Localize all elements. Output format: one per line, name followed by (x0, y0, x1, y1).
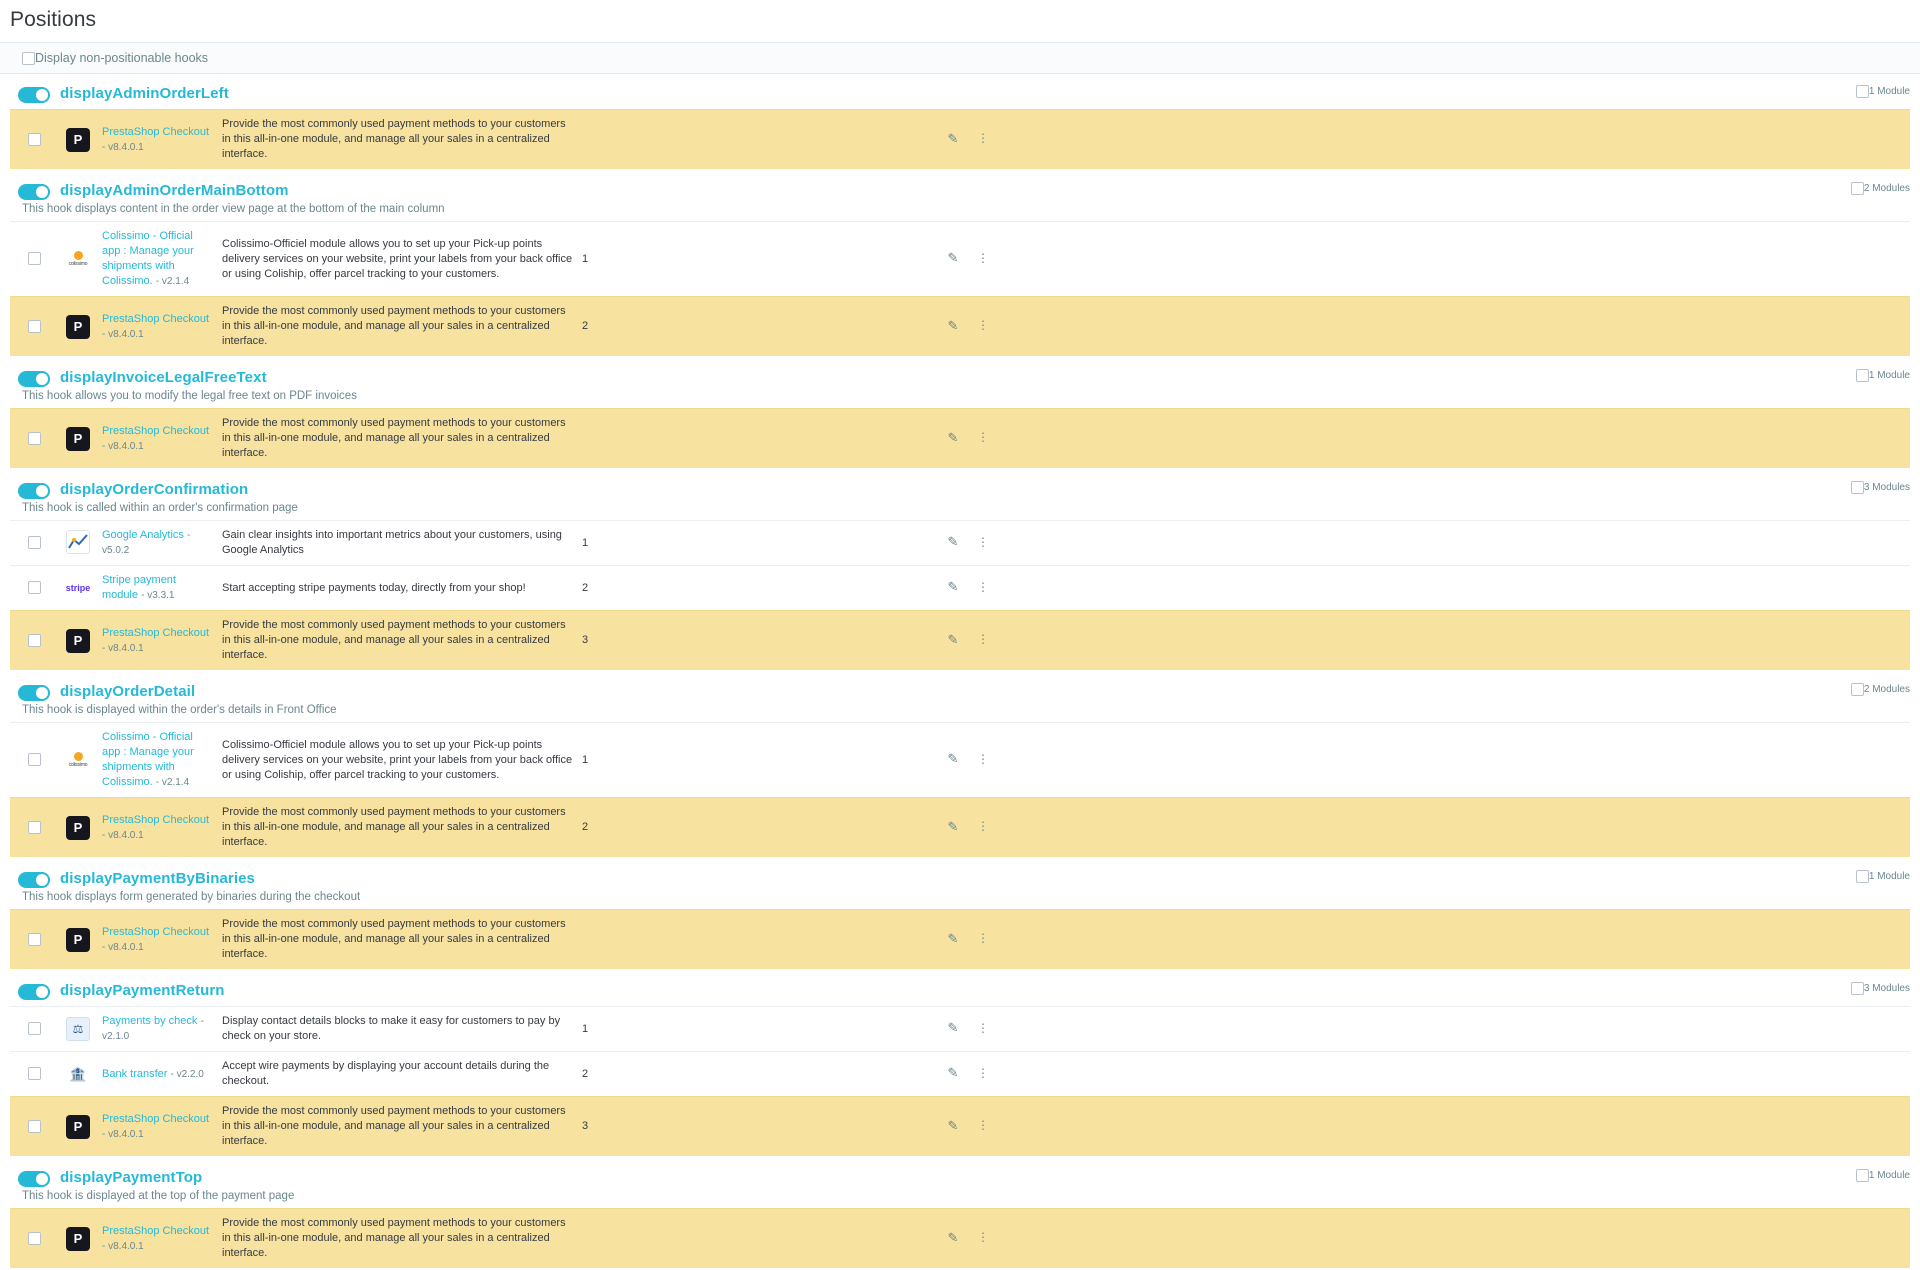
hook-select-all-checkbox[interactable] (1851, 481, 1864, 494)
hook-block (0, 171, 1920, 356)
hook-header (0, 74, 1920, 103)
table-row[interactable] (10, 798, 1910, 858)
row-logo-cell (58, 222, 98, 297)
row-position: 2 (582, 320, 589, 332)
pencil-icon[interactable]: ✎ (947, 818, 959, 834)
hook-toggle[interactable] (18, 872, 50, 888)
row-module-name-cell (98, 1007, 218, 1052)
row-menu-cell (968, 1097, 998, 1157)
psco-logo: P (66, 315, 90, 339)
row-checkbox[interactable] (28, 1232, 41, 1245)
module-version: - v8.4.0.1 (102, 642, 144, 654)
row-checkbox-cell (10, 566, 58, 611)
row-logo-cell (58, 110, 98, 170)
hook-select-all-checkbox[interactable] (1851, 982, 1864, 995)
row-spacer (998, 566, 1910, 611)
hook-module-count (1856, 369, 1910, 382)
psco-logo: P (66, 928, 90, 952)
hook-toggle[interactable] (18, 87, 50, 103)
row-module-name-cell (98, 110, 218, 170)
hook-module-count (1851, 683, 1910, 696)
bank-transfer-logo: 🏦 (66, 1062, 90, 1086)
row-position: 1 (582, 252, 589, 265)
kebab-menu-icon[interactable]: ⋮ (977, 318, 989, 332)
row-logo-cell (58, 611, 98, 671)
hook-modules-table (10, 1208, 1910, 1268)
row-module-name-cell (98, 1209, 218, 1269)
row-logo-cell (58, 1209, 98, 1269)
display-non-positionable-hooks-checkbox[interactable] (22, 52, 35, 65)
colissimo-logo: colissimo (66, 748, 90, 772)
row-edit-cell (938, 798, 968, 858)
table-row[interactable] (10, 521, 1910, 566)
hook-title[interactable]: displayPaymentReturn (60, 982, 225, 999)
module-version: - v2.1.4 (155, 777, 190, 788)
google-analytics-logo (66, 530, 90, 554)
row-logo-cell (58, 910, 98, 970)
row-checkbox-cell (10, 409, 58, 469)
row-checkbox-cell (10, 297, 58, 357)
row-module-name-cell (98, 409, 218, 469)
kebab-menu-icon[interactable]: ⋮ (977, 430, 989, 444)
hook-header (0, 470, 1920, 499)
hook-module-count (1856, 870, 1910, 883)
row-menu-cell (968, 409, 998, 469)
hook-select-all-checkbox[interactable] (1851, 683, 1864, 696)
row-checkbox[interactable] (28, 1120, 41, 1133)
page-title: Positions (10, 8, 97, 31)
row-checkbox[interactable] (28, 821, 41, 834)
row-checkbox-cell (10, 723, 58, 798)
hook-module-count-label: 3 Modules (1863, 983, 1910, 994)
table-row[interactable] (10, 723, 1910, 798)
module-name-link[interactable]: PrestaShop Checkout (102, 1224, 210, 1237)
row-spacer (998, 910, 1910, 970)
hook-header (0, 859, 1920, 888)
kebab-menu-icon[interactable]: ⋮ (977, 931, 989, 945)
payments-by-check-logo: ⚖ (66, 1017, 90, 1041)
hook-header (0, 672, 1920, 701)
hook-description: This hook is called within an order's confirmation page (22, 502, 298, 514)
pencil-icon[interactable]: ✎ (947, 1229, 959, 1245)
kebab-menu-icon[interactable]: ⋮ (977, 1118, 989, 1132)
row-module-description: Provide the most commonly used payment methods to your customers in this all-in-one module, and manage all your sales in a centralized interface. (222, 1105, 566, 1147)
hook-block (0, 859, 1920, 969)
pencil-icon[interactable]: ✎ (947, 250, 959, 265)
row-checkbox-cell (10, 1052, 58, 1097)
pencil-icon[interactable]: ✎ (947, 317, 959, 333)
row-checkbox-cell (10, 521, 58, 566)
kebab-menu-icon[interactable]: ⋮ (977, 250, 989, 265)
hook-toggle[interactable] (18, 685, 50, 701)
module-name-link[interactable]: Google Analytics (102, 529, 184, 541)
row-module-description: Colissimo-Officiel module allows you to set up your Pick-up points delivery services on your website, print your labels from your back office or using Coliship, offer parcel tracking to your customers. (222, 237, 573, 280)
psco-logo: P (66, 1227, 90, 1251)
row-menu-cell (968, 566, 998, 611)
pencil-icon[interactable]: ✎ (947, 751, 959, 766)
module-name-link[interactable]: PrestaShop Checkout (102, 125, 210, 138)
row-checkbox-cell (10, 1209, 58, 1269)
row-logo-cell (58, 1007, 98, 1052)
module-name-link[interactable]: PrestaShop Checkout (102, 424, 210, 437)
hook-toggle[interactable] (18, 984, 50, 1000)
hook-select-all-checkbox[interactable] (1856, 870, 1869, 883)
row-module-description: Start accepting stripe payments today, directly from your shop! (222, 581, 526, 594)
row-position: 3 (582, 634, 589, 646)
row-edit-cell (938, 566, 968, 611)
hook-header (0, 1158, 1920, 1187)
pencil-icon[interactable]: ✎ (947, 429, 959, 445)
row-spacer (998, 1209, 1910, 1269)
kebab-menu-icon[interactable]: ⋮ (977, 1065, 989, 1080)
row-checkbox-cell (10, 222, 58, 297)
row-spacer (998, 297, 1910, 357)
row-position (578, 110, 938, 170)
row-module-name-cell (98, 521, 218, 566)
hook-title[interactable]: displayAdminOrderLeft (60, 85, 229, 102)
row-logo-cell (58, 521, 98, 566)
row-checkbox[interactable] (28, 634, 41, 647)
row-menu-cell (968, 521, 998, 566)
row-spacer (998, 222, 1910, 297)
row-position: 1 (582, 536, 589, 549)
row-module-description: Provide the most commonly used payment methods to your customers in this all-in-one module, and manage all your sales in a centralized interface. (222, 118, 566, 160)
module-version: - v2.1.4 (155, 276, 190, 287)
row-edit-cell (938, 409, 968, 469)
hook-module-count (1851, 982, 1910, 995)
row-module-description: Colissimo-Officiel module allows you to set up your Pick-up points delivery services on your website, print your labels from your back office or using Coliship, offer parcel tracking to your customers. (222, 738, 573, 781)
row-module-name-cell (98, 566, 218, 611)
psco-logo: P (66, 427, 90, 451)
row-module-description: Gain clear insights into important metrics about your customers, using Google Analytics (222, 529, 562, 556)
row-menu-cell (968, 611, 998, 671)
module-version: - v3.3.1 (141, 590, 175, 601)
table-row[interactable] (10, 910, 1910, 970)
row-edit-cell (938, 611, 968, 671)
row-spacer (998, 1007, 1910, 1052)
row-logo-cell (58, 566, 98, 611)
row-position: 2 (582, 1067, 589, 1080)
module-version: - v2.2.0 (170, 1068, 204, 1080)
hook-title[interactable]: displayPaymentByBinaries (60, 870, 255, 887)
module-version: - v8.4.0.1 (102, 328, 144, 340)
hook-module-count-label: 1 Module (1868, 370, 1910, 381)
row-module-name-cell (98, 222, 218, 297)
hook-block (0, 470, 1920, 670)
row-spacer (998, 1052, 1910, 1097)
row-checkbox-cell (10, 798, 58, 858)
module-name-link[interactable]: Colissimo - Official app : Manage your shipments with Colissimo. (102, 230, 194, 287)
psco-logo: P (66, 816, 90, 840)
hook-modules-table (10, 109, 1910, 169)
module-name-link[interactable]: PrestaShop Checkout (102, 925, 210, 938)
hook-header (0, 358, 1920, 387)
row-menu-cell (968, 723, 998, 798)
row-module-description: Provide the most commonly used payment methods to your customers in this all-in-one module, and manage all your sales in a centralized interface. (222, 918, 566, 960)
module-version: - v5.0.2 (102, 530, 191, 556)
row-menu-cell (968, 1209, 998, 1269)
hook-description: This hook allows you to modify the legal free text on PDF invoices (22, 390, 357, 402)
row-module-description: Provide the most commonly used payment methods to your customers in this all-in-one module, and manage all your sales in a centralized interface. (222, 1217, 566, 1259)
hook-modules-table (10, 722, 1910, 857)
display-non-positionable-hooks-label[interactable]: Display non-positionable hooks (35, 51, 209, 65)
hook-toggle[interactable] (18, 483, 50, 499)
module-name-link[interactable]: Payments by check (102, 1015, 198, 1027)
row-menu-cell (968, 910, 998, 970)
module-name-link[interactable]: PrestaShop Checkout (102, 813, 210, 826)
hook-module-count-label: 2 Modules (1863, 183, 1910, 194)
hook-title[interactable]: displayPaymentTop (60, 1169, 203, 1186)
table-row[interactable] (10, 1007, 1910, 1052)
row-edit-cell (938, 297, 968, 357)
kebab-menu-icon[interactable]: ⋮ (977, 751, 989, 766)
hook-module-count-label: 1 Module (1868, 871, 1910, 882)
stripe-logo: stripe (66, 576, 90, 600)
row-position: 1 (582, 1022, 589, 1035)
hook-modules-table (10, 909, 1910, 969)
row-logo-cell (58, 1097, 98, 1157)
row-menu-cell (968, 1052, 998, 1097)
row-position (578, 1209, 938, 1269)
table-row[interactable] (10, 1097, 1910, 1157)
hook-description: This hook displays form generated by binaries during the checkout (22, 891, 361, 903)
row-menu-cell (968, 798, 998, 858)
row-logo-cell (58, 297, 98, 357)
module-version: - v8.4.0.1 (102, 440, 144, 452)
module-version: - v8.4.0.1 (102, 941, 144, 953)
hook-module-count (1856, 1169, 1910, 1182)
row-module-name-cell (98, 1097, 218, 1157)
module-version: - v8.4.0.1 (102, 1128, 144, 1140)
row-logo-cell (58, 409, 98, 469)
row-checkbox[interactable] (28, 432, 41, 445)
kebab-menu-icon[interactable]: ⋮ (977, 1230, 989, 1244)
table-row[interactable] (10, 611, 1910, 671)
module-version: - v8.4.0.1 (102, 829, 144, 841)
row-edit-cell (938, 723, 968, 798)
kebab-menu-icon[interactable]: ⋮ (977, 579, 989, 594)
pencil-icon[interactable]: ✎ (947, 631, 959, 647)
hook-toggle[interactable] (18, 371, 50, 387)
hooks-list (0, 74, 1920, 1268)
row-position: 1 (582, 753, 589, 766)
row-checkbox[interactable] (28, 536, 41, 549)
row-module-name-cell (98, 723, 218, 798)
row-checkbox-cell (10, 1007, 58, 1052)
hook-title[interactable]: displayOrderConfirmation (60, 481, 249, 498)
kebab-menu-icon[interactable]: ⋮ (977, 1020, 989, 1035)
row-edit-cell (938, 110, 968, 170)
row-module-name-cell (98, 1052, 218, 1097)
row-module-description: Provide the most commonly used payment methods to your customers in this all-in-one module, and manage all your sales in a centralized interface. (222, 619, 566, 661)
module-name-link[interactable]: Stripe payment module (102, 574, 176, 601)
hook-description: This hook is displayed at the top of the payment page (22, 1190, 295, 1202)
row-module-name-cell (98, 611, 218, 671)
table-row[interactable] (10, 297, 1910, 357)
row-checkbox[interactable] (28, 581, 41, 594)
hook-modules-table (10, 408, 1910, 468)
table-row[interactable] (10, 110, 1910, 170)
row-logo-cell (58, 798, 98, 858)
hook-toggle[interactable] (18, 1171, 50, 1187)
hook-description: This hook is displayed within the order's details in Front Office (22, 704, 337, 716)
module-version: - v8.4.0.1 (102, 1240, 144, 1252)
table-row[interactable] (10, 566, 1910, 611)
hook-block (0, 358, 1920, 468)
hook-module-count-label: 2 Modules (1863, 684, 1910, 695)
row-module-description: Provide the most commonly used payment methods to your customers in this all-in-one module, and manage all your sales in a centralized interface. (222, 417, 566, 459)
table-row[interactable] (10, 409, 1910, 469)
row-module-name-cell (98, 910, 218, 970)
hook-toggle[interactable] (18, 184, 50, 200)
module-version: - v2.1.0 (102, 1016, 204, 1042)
row-checkbox-cell (10, 910, 58, 970)
hook-block (0, 672, 1920, 857)
kebab-menu-icon[interactable]: ⋮ (977, 632, 989, 646)
psco-logo: P (66, 128, 90, 152)
row-edit-cell (938, 910, 968, 970)
colissimo-logo: colissimo (66, 247, 90, 271)
hook-module-count-label: 1 Module (1868, 1170, 1910, 1181)
hook-header (0, 971, 1920, 1000)
row-checkbox[interactable] (28, 753, 41, 766)
row-checkbox-cell (10, 611, 58, 671)
pencil-icon[interactable]: ✎ (947, 130, 959, 146)
row-spacer (998, 409, 1910, 469)
row-logo-cell (58, 723, 98, 798)
row-logo-cell (58, 1052, 98, 1097)
pencil-icon[interactable]: ✎ (947, 579, 959, 594)
row-module-description: Accept wire payments by displaying your account details during the checkout. (222, 1060, 550, 1087)
row-module-description: Provide the most commonly used payment methods to your customers in this all-in-one module, and manage all your sales in a centralized interface. (222, 305, 566, 347)
hook-description: This hook displays content in the order view page at the bottom of the main column (22, 203, 445, 215)
hook-module-count (1856, 85, 1910, 98)
row-checkbox[interactable] (28, 252, 41, 265)
hook-select-all-checkbox[interactable] (1856, 369, 1869, 382)
table-row[interactable] (10, 1052, 1910, 1097)
hook-module-count (1851, 182, 1910, 195)
pencil-icon[interactable]: ✎ (947, 1020, 959, 1035)
hook-modules-table (10, 520, 1910, 670)
psco-logo: P (66, 1115, 90, 1139)
row-spacer (998, 611, 1910, 671)
hook-modules-table (10, 221, 1910, 356)
module-name-link[interactable]: PrestaShop Checkout (102, 626, 210, 639)
row-checkbox[interactable] (28, 933, 41, 946)
row-position: 2 (582, 821, 589, 833)
hook-block (0, 74, 1920, 169)
row-position: 2 (582, 581, 589, 594)
hook-title[interactable]: displayInvoiceLegalFreeText (60, 369, 267, 386)
row-module-name-cell (98, 798, 218, 858)
row-checkbox-cell (10, 1097, 58, 1157)
row-checkbox[interactable] (28, 133, 41, 146)
row-module-description: Display contact details blocks to make it easy for customers to pay by check on your store. (222, 1015, 561, 1042)
hook-header (0, 171, 1920, 200)
row-position (578, 910, 938, 970)
hook-modules-table (10, 1006, 1910, 1156)
row-edit-cell (938, 1007, 968, 1052)
hook-module-count-label: 3 Modules (1863, 482, 1910, 493)
row-edit-cell (938, 222, 968, 297)
module-name-link[interactable]: PrestaShop Checkout (102, 1112, 210, 1125)
row-menu-cell (968, 222, 998, 297)
table-row[interactable] (10, 1209, 1910, 1269)
kebab-menu-icon[interactable]: ⋮ (977, 534, 989, 549)
row-spacer (998, 798, 1910, 858)
row-spacer (998, 723, 1910, 798)
kebab-menu-icon[interactable]: ⋮ (977, 131, 989, 145)
row-menu-cell (968, 297, 998, 357)
row-edit-cell (938, 521, 968, 566)
row-checkbox[interactable] (28, 1067, 41, 1080)
row-position (578, 409, 938, 469)
hook-select-all-checkbox[interactable] (1856, 85, 1869, 98)
row-menu-cell (968, 1007, 998, 1052)
hook-module-count (1851, 481, 1910, 494)
row-spacer (998, 1097, 1910, 1157)
row-edit-cell (938, 1209, 968, 1269)
row-edit-cell (938, 1052, 968, 1097)
hook-block (0, 1158, 1920, 1268)
module-name-link[interactable]: Bank transfer (102, 1067, 168, 1080)
hook-title[interactable]: displayOrderDetail (60, 683, 196, 700)
module-name-link[interactable]: Colissimo - Official app : Manage your shipments with Colissimo. (102, 731, 194, 788)
row-checkbox[interactable] (28, 1022, 41, 1035)
pencil-icon[interactable]: ✎ (947, 534, 959, 549)
row-checkbox[interactable] (28, 320, 41, 333)
pencil-icon[interactable]: ✎ (947, 1117, 959, 1133)
pencil-icon[interactable]: ✎ (947, 1065, 959, 1080)
row-spacer (998, 110, 1910, 170)
hook-select-all-checkbox[interactable] (1851, 182, 1864, 195)
row-edit-cell (938, 1097, 968, 1157)
hook-block (0, 971, 1920, 1156)
filter-bar (0, 42, 1920, 74)
row-module-name-cell (98, 297, 218, 357)
row-checkbox-cell (10, 110, 58, 170)
pencil-icon[interactable]: ✎ (947, 930, 959, 946)
row-spacer (998, 521, 1910, 566)
hook-module-count-label: 1 Module (1868, 86, 1910, 97)
module-name-link[interactable]: PrestaShop Checkout (102, 312, 210, 325)
hook-select-all-checkbox[interactable] (1856, 1169, 1869, 1182)
hook-title[interactable]: displayAdminOrderMainBottom (60, 182, 289, 199)
psco-logo: P (66, 629, 90, 653)
table-row[interactable] (10, 222, 1910, 297)
row-module-description: Provide the most commonly used payment methods to your customers in this all-in-one module, and manage all your sales in a centralized interface. (222, 806, 566, 848)
kebab-menu-icon[interactable]: ⋮ (977, 819, 989, 833)
row-position: 3 (582, 1120, 589, 1132)
row-menu-cell (968, 110, 998, 170)
module-version: - v8.4.0.1 (102, 141, 144, 153)
